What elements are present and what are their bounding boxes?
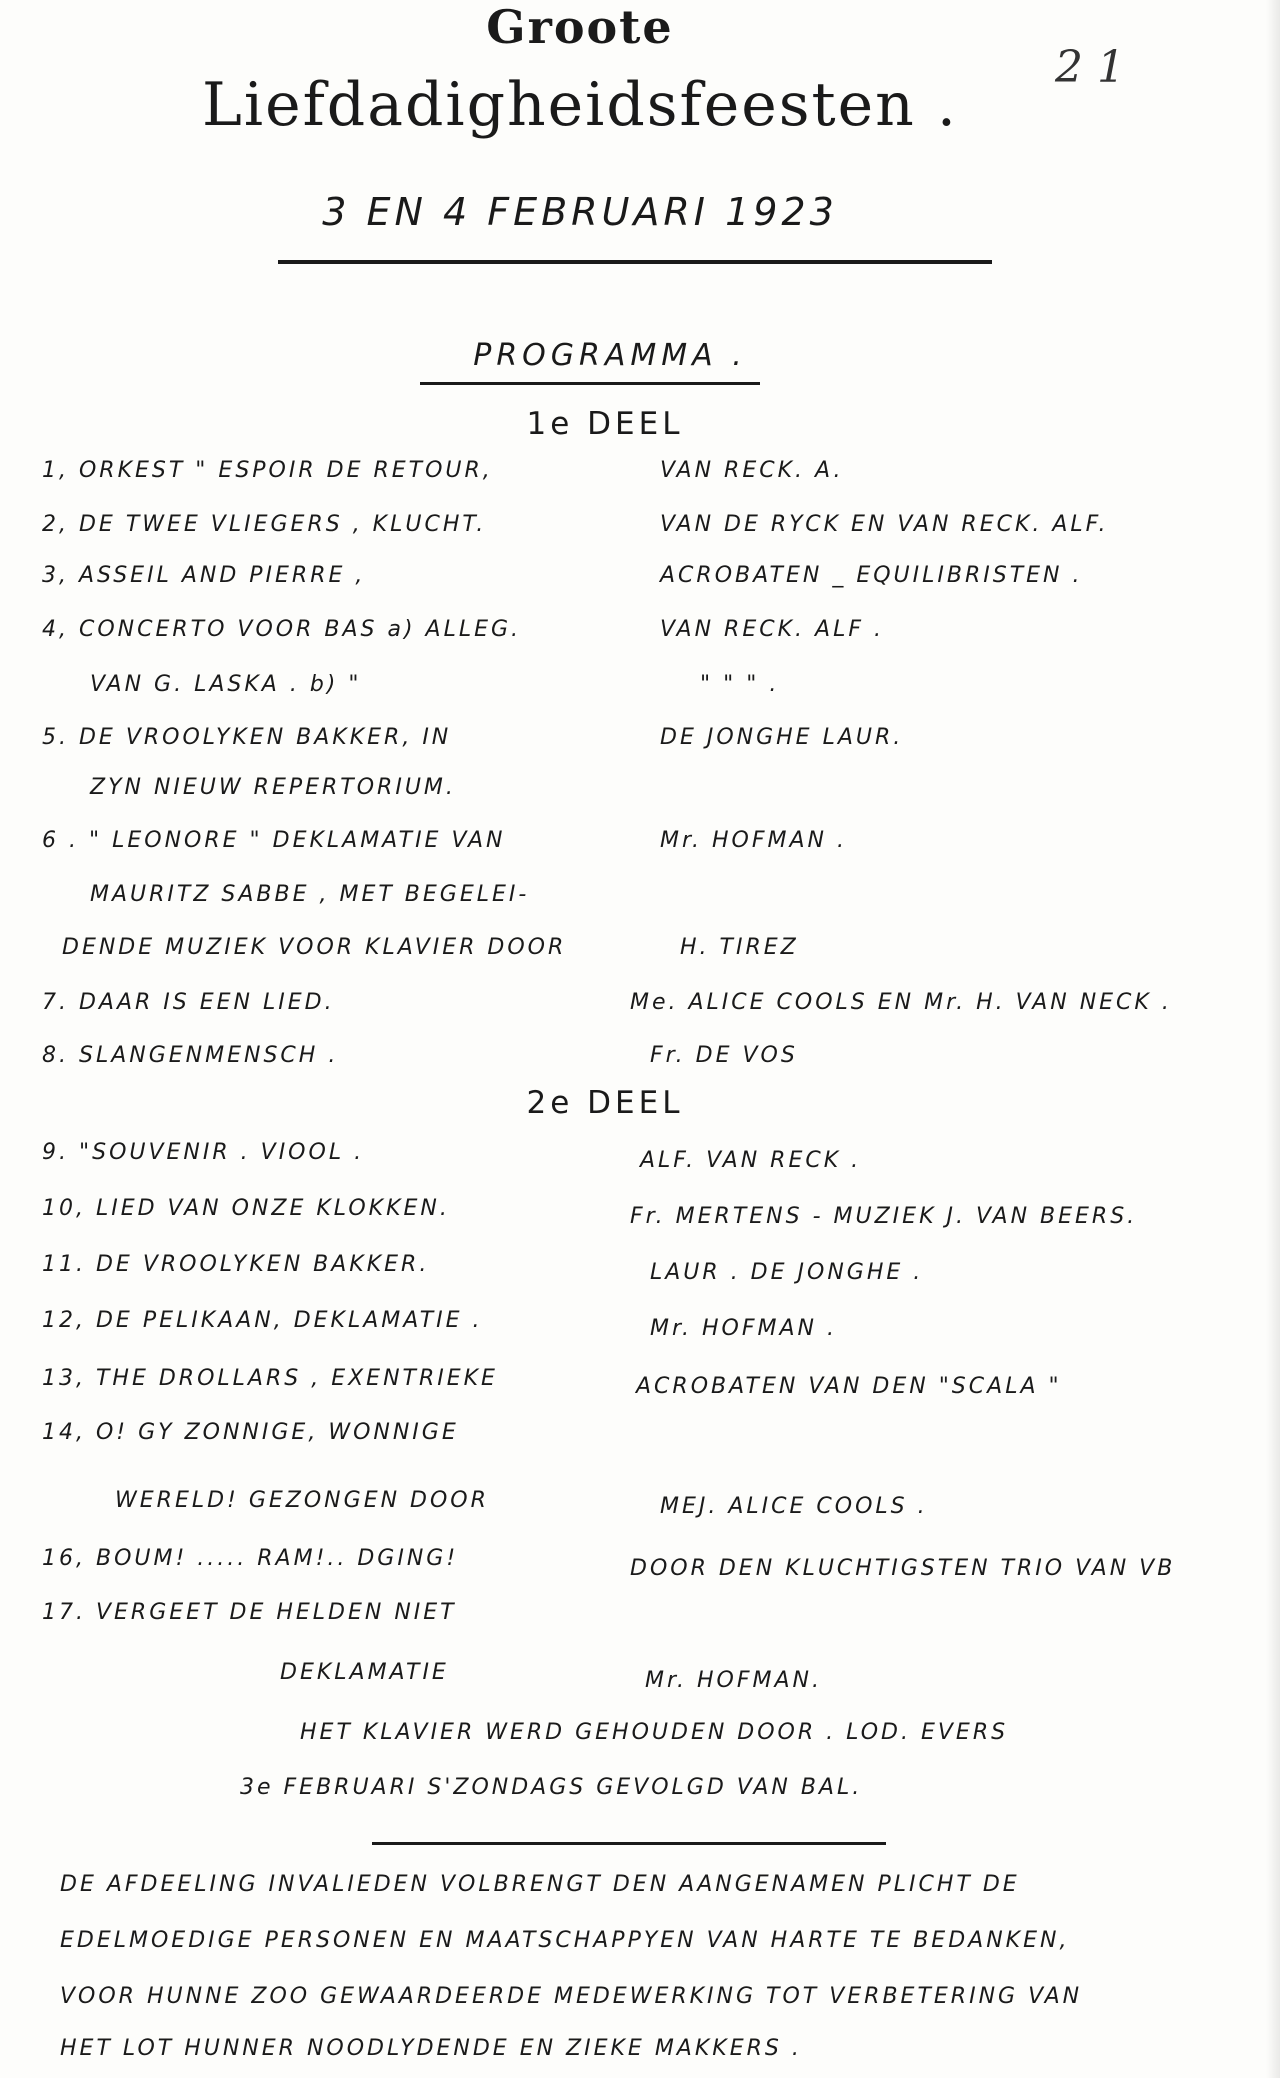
program-item-5-continued: ZYN NIEUW REPERTORIUM. [90,775,456,800]
program-item-7-performer: Me. ALICE COOLS EN Mr. H. VAN NECK . [630,990,1172,1015]
program-item-13-title: 13, THE DROLLARS , EXENTRIEKE [42,1366,498,1391]
program-item-17-continued: DEKLAMATIE [280,1660,449,1685]
program-item-14-continued: WERELD! GEZONGEN DOOR [115,1488,489,1513]
program-item-8-performer: Fr. DE VOS [650,1043,798,1068]
program-item-14-performer: MEJ. ALICE COOLS . [660,1494,928,1519]
program-item-12-title: 12, DE PELIKAAN, DEKLAMATIE . [42,1308,483,1333]
page-number: 21 [1055,42,1139,93]
page-edge-shadow [1266,0,1280,2078]
program-item-9-title: 9. "SOUVENIR . VIOOL . [42,1140,365,1165]
program-item-3-title: 3, ASSEIL AND PIERRE , [42,563,366,588]
event-date: 3 EN 4 FEBRUARI 1923 [322,190,838,234]
title-groote: Groote [486,0,674,54]
ball-note: 3e FEBRUARI S'ZONDAGS GEVOLGD VAN BAL. [240,1775,863,1800]
page-title: Liefdadigheidsfeesten . [202,70,958,140]
program-item-17-title: 17. VERGEET DE HELDEN NIET [42,1600,457,1625]
part-two-heading: 2e DEEL [526,1085,684,1121]
program-item-6-title: 6 . " LEONORE " DEKLAMATIE VAN [42,828,506,853]
program-item-14-title: 14, O! GY ZONNIGE, WONNIGE [42,1420,459,1445]
program-item-6-continued-a: MAURITZ SABBE , MET BEGELEI- [90,882,530,907]
footer-line-4: HET LOT HUNNER NOODLYDENDE EN ZIEKE MAKKERS . [60,2036,802,2061]
programma-underline [420,382,760,385]
program-item-2-performer: VAN DE RYCK EN VAN RECK. ALF. [660,512,1109,537]
program-item-11-performer: LAUR . DE JONGHE . [650,1260,924,1285]
program-item-10-performer: Fr. MERTENS - MUZIEK J. VAN BEERS. [630,1204,1138,1229]
program-item-1-title: 1, ORKEST " ESPOIR DE RETOUR, [42,458,493,483]
program-item-11-title: 11. DE VROOLYKEN BAKKER. [42,1252,430,1277]
program-item-7-title: 7. DAAR IS EEN LIED. [42,990,335,1015]
program-item-5-performer: DE JONGHE LAUR. [660,725,904,750]
footer-line-1: DE AFDEELING INVALIEDEN VOLBRENGT DEN AANGENAMEN PLICHT DE [60,1872,1020,1897]
program-item-16-title: 16, BOUM! ..... RAM!.. DGING! [42,1546,459,1571]
title-divider [278,260,992,264]
program-item-13-performer: ACROBATEN VAN DEN "SCALA " [636,1374,1062,1399]
program-item-17-performer: Mr. HOFMAN. [645,1668,822,1693]
program-item-2-title: 2, DE TWEE VLIEGERS , KLUCHT. [42,512,487,537]
program-item-4-ditto: " " " . [700,672,780,697]
program-item-1-performer: VAN RECK. A. [660,458,844,483]
program-item-5-title: 5. DE VROOLYKEN BAKKER, IN [42,725,452,750]
program-item-4-continued: VAN G. LASKA . b) " [90,672,362,697]
footer-line-2: EDELMOEDIGE PERSONEN EN MAATSCHAPPYEN VAN HARTE TE BEDANKEN, [60,1928,1070,1953]
program-item-9-performer: ALF. VAN RECK . [640,1148,862,1173]
program-item-6-performer: Mr. HOFMAN . [660,828,847,853]
program-item-3-performer: ACROBATEN _ EQUILIBRISTEN . [660,563,1083,588]
programma-heading: PROGRAMMA . [473,338,747,373]
program-item-6-accompanist: H. TIREZ [680,935,799,960]
piano-note: HET KLAVIER WERD GEHOUDEN DOOR . LOD. EVERS [300,1720,1009,1745]
program-item-10-title: 10, LIED VAN ONZE KLOKKEN. [42,1196,450,1221]
program-item-4-title: 4, CONCERTO VOOR BAS a) ALLEG. [42,617,522,642]
program-item-16-performer: DOOR DEN KLUCHTIGSTEN TRIO VAN VB [630,1556,1176,1581]
program-item-4-performer: VAN RECK. ALF . [660,617,884,642]
footer-line-3: VOOR HUNNE ZOO GEWAARDEERDE MEDEWERKING TOT VERBETERING VAN [60,1984,1083,2009]
program-item-6-continued-b: DENDE MUZIEK VOOR KLAVIER DOOR [62,935,567,960]
footer-divider [372,1842,886,1845]
part-one-heading: 1e DEEL [526,406,684,442]
program-item-8-title: 8. SLANGENMENSCH . [42,1043,339,1068]
program-item-12-performer: Mr. HOFMAN . [650,1316,837,1341]
